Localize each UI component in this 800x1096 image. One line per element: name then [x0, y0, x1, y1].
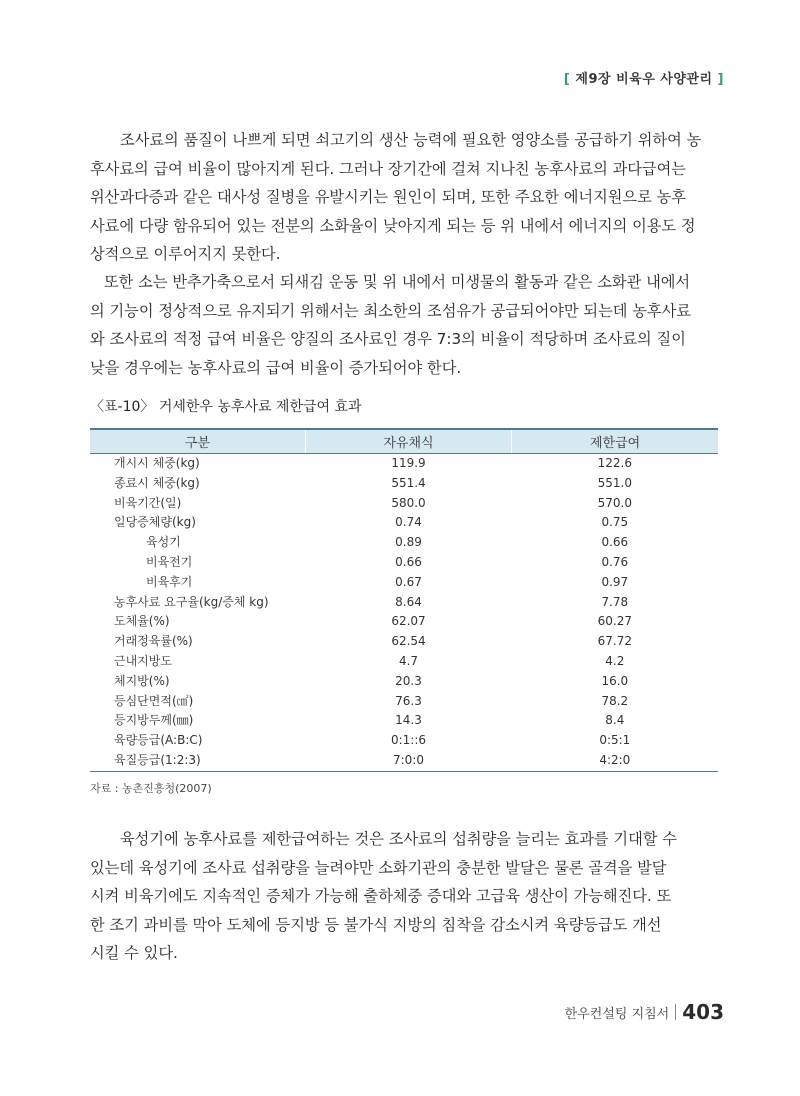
limited-value: 67.72 [597, 634, 632, 649]
free-value: 0.67 [395, 574, 422, 589]
limited-value: 0.97 [601, 574, 629, 589]
bracket-close: ] [717, 72, 724, 87]
table-row [90, 474, 718, 494]
table-row [90, 612, 718, 632]
paragraph-line: 낮을 경우에는 농후사료의 급여 비율이 증가되어야 한다. [90, 358, 462, 377]
free-value: 8.64 [395, 594, 422, 609]
paragraph-line: 또한 소는 반추가축으로서 되새김 운동 및 위 내에서 미생물의 활동과 같은 소화관 내에서 [104, 273, 691, 291]
row-label: 종료시 체중(kg) [114, 475, 200, 490]
row-label: 일당증체량(kg) [114, 515, 196, 530]
table-row [90, 454, 718, 474]
limited-value: 0.76 [601, 554, 629, 569]
limited-value: 570.0 [597, 495, 632, 510]
free-value: 580.0 [391, 495, 426, 510]
table-row [90, 692, 718, 712]
row-label: 개시시 체중(kg) [114, 456, 200, 470]
limited-value: 4:2:0 [512, 751, 718, 771]
limited-value: 4.2 [605, 653, 625, 668]
row-label: 육질등급(1:2:3) [90, 751, 305, 771]
limited-value: 0.75 [601, 515, 629, 530]
free-value: 0.66 [395, 554, 422, 569]
free-value: 0:1::6 [390, 733, 427, 748]
limited-value: 8.4 [605, 713, 625, 728]
table-row [90, 632, 718, 652]
free-value: 0.74 [395, 515, 422, 530]
row-label: 육량등급(A:B:C) [114, 733, 203, 748]
limited-value: 60.27 [597, 614, 632, 629]
paragraph-line: 한 조기 과비를 막아 도체에 등지방 등 불가식 지방의 침착을 감소시켜 육량등급도 개선 [90, 915, 662, 934]
table-source: 자료 : 농촌진흥청(2007) [90, 782, 212, 795]
book-title: 한우컨설팅 지침서 [564, 1006, 670, 1022]
table-header-row [90, 429, 718, 454]
paragraph-line: 위산과다증과 같은 대사성 질병을 유발시키는 원인이 되며, 또한 주요한 에너지원으로 농후 [90, 188, 686, 206]
table-row [90, 494, 718, 514]
row-label: 비육기간(일) [114, 495, 182, 510]
table-row [90, 513, 718, 533]
row-label: 육성기 [146, 535, 181, 550]
free-value: 7:0:0 [305, 751, 511, 771]
header-limited-feeding: 제한급여 [512, 429, 718, 454]
table-row [90, 593, 718, 613]
table-row [90, 652, 718, 672]
paragraph-line: 시킬 수 있다. [90, 944, 178, 962]
row-label: 등심단면적(㎠) [114, 693, 194, 708]
table-caption: 〈표-10〉 거세한우 농후사료 제한급여 효과 [90, 399, 362, 415]
header-category: 구분 [90, 429, 305, 454]
free-value: 62.54 [391, 634, 426, 649]
paragraph-3 [90, 825, 715, 968]
row-label: 도체율(%) [114, 614, 170, 629]
page-number: 403 [682, 1000, 724, 1024]
table-row [90, 751, 718, 771]
row-label: 거래정육률(%) [114, 634, 193, 649]
bracket-open: [ [563, 72, 571, 87]
row-label: 근내지방도 [114, 653, 172, 668]
row-label: 농후사료 요구율(kg/증체 kg) [114, 594, 269, 609]
row-label: 비육전기 [146, 554, 193, 569]
row-label: 체지방(%) [114, 673, 170, 688]
row-label: 등지방두께(㎜) [114, 713, 194, 728]
table-row [90, 573, 718, 593]
row-label: 비육후기 [146, 574, 193, 589]
paragraph-line: 후사료의 급여 비율이 많아지게 된다. 그러나 장기간에 걸쳐 지나친 농후사료의 과다급여는 [90, 159, 686, 178]
free-value: 62.07 [391, 614, 426, 629]
paragraph-1 [90, 126, 715, 269]
free-value: 20.3 [395, 673, 422, 688]
paragraph-2 [90, 268, 715, 382]
limited-value: 551.0 [597, 475, 632, 490]
paragraph-line: 육성기에 농후사료를 제한급여하는 것은 조사료의 섭취량을 늘리는 효과를 기대할 수 [120, 830, 677, 848]
paragraph-line: 있는데 육성기에 조사료 섭취량을 늘려야만 소화기관의 충분한 발달은 물론 골격을 발달 [90, 858, 667, 877]
paragraph-line: 와 조사료의 적정 급여 비율은 양질의 조사료인 경우 7:3의 비율이 적당하며 조사료의 질이 [90, 330, 686, 348]
free-value: 4.7 [398, 653, 419, 668]
free-value: 119.9 [391, 456, 426, 470]
free-value: 0.89 [395, 535, 422, 550]
free-value: 76.3 [395, 693, 422, 708]
free-value: 14.3 [395, 713, 422, 728]
free-value: 551.4 [391, 475, 426, 490]
table-row [90, 533, 718, 553]
limited-value: 122.6 [597, 456, 632, 470]
limited-value: 16.0 [601, 673, 629, 688]
paragraph-line: 상적으로 이루어지지 못한다. [90, 245, 281, 263]
table-row [90, 672, 718, 692]
paragraph-line: 의 기능이 정상적으로 유지되기 위해서는 최소한의 조섬유가 공급되어야만 되는데 농후사료 [90, 301, 691, 320]
data-table [90, 428, 718, 772]
paragraph-line: 시켜 비육기에도 지속적인 증체가 가능해 출하체중 증대와 고급육 생산이 가능해진다. 또 [90, 887, 672, 905]
table-row [90, 553, 718, 573]
limited-value: 78.2 [601, 693, 629, 708]
chapter-header [564, 68, 724, 87]
page-footer [565, 1000, 724, 1024]
footer-divider [675, 1004, 676, 1020]
paragraph-line: 사료에 다량 함유되어 있는 전분의 소화율이 낮아지게 되는 등 위 내에서 에너지의 이용도 정 [90, 216, 696, 235]
paragraph-line: 조사료의 품질이 나쁘게 되면 쇠고기의 생산 능력에 필요한 영양소를 공급하기 위하여 농 [120, 131, 702, 149]
limited-value: 7.78 [601, 594, 629, 609]
header-free-feeding: 자유채식 [305, 429, 511, 454]
table-row [90, 711, 718, 731]
limited-value: 0:5:1 [599, 733, 631, 748]
limited-value: 0.66 [601, 535, 629, 550]
chapter-label: 제9장 비육우 사양관리 [575, 72, 713, 87]
table-row [90, 731, 718, 751]
